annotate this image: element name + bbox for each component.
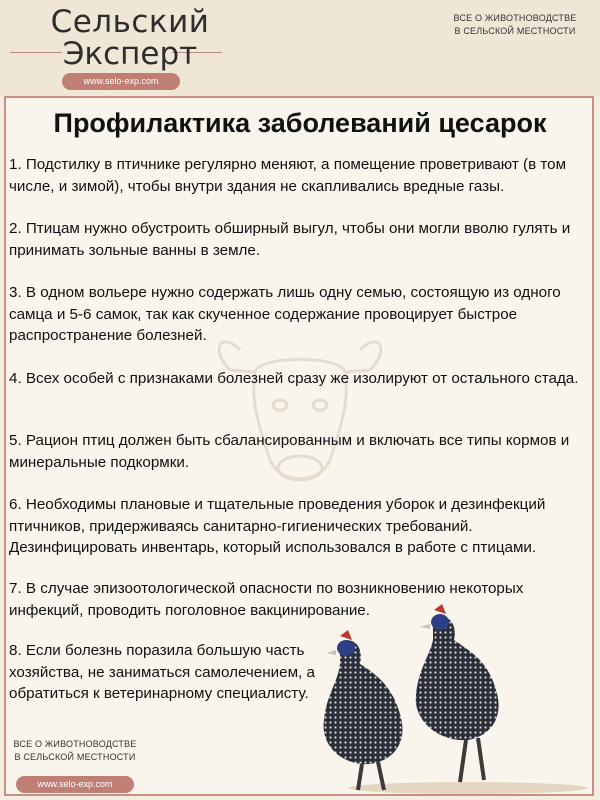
logo-text-line1: Сельский [50,4,210,40]
guinea-fowl-illustration-icon [318,600,600,796]
tip-item-1: 1. Подстилку в птичнике регулярно меняют, а помещение проветривают (в том числе, и зимой), чтобы внутри здания не скапливались вредные газы. [9,156,567,195]
site-tagline-line1: ВСЕ О ЖИВОТНОВОДСТВЕ [453,13,577,23]
logo-text-line2: Эксперт [62,36,198,72]
tip-item-3: 3. В одном вольере нужно содержать лишь одну семью, состоящую из одного самца и 5-6 самок, так как скученное содержание провоцирует быстрое распространение болезней. [9,284,561,344]
site-url-link[interactable]: www.selo-exp.com [62,73,180,90]
footer-url-link[interactable]: www.selo-exp.com [16,776,134,793]
site-tagline [440,12,590,38]
site-tagline-line2: В СЕЛЬСКОЙ МЕСТНОСТИ [454,26,576,36]
site-header [0,0,600,97]
tip-item-8: 8. Если болезнь поразила большую часть хозяйства, не заниматься самолечением, а обратиться к ветеринарному специалисту. [9,642,315,702]
tip-item-6: 6. Необходимы плановые и тщательные проведения уборок и дезинфекций птичников, придерживаясь санитарно-гигиенических требований. Дезинфицировать инвентарь, который использовался в работе с птицами. [9,496,546,556]
tip-item-4: 4. Всех особей с признаками болезней сразу же изолируют от остального стада. [9,370,579,387]
page-title: Профилактика заболеваний цесарок [53,108,547,138]
tip-item-2: 2. Птицам нужно обустроить обширный выгул, чтобы они могли вволю гулять и принимать зольные ванны в земле. [9,220,571,259]
tip-item-7: 7. В случае эпизоотологической опасности по возникновению некоторых инфекций, проводить поголовное вакцинирование. [9,580,524,619]
footer-tagline [10,738,140,764]
footer-tagline-line2: В СЕЛЬСКОЙ МЕСТНОСТИ [14,752,136,762]
footer-tagline-line1: ВСЕ О ЖИВОТНОВОДСТВЕ [13,739,137,749]
tip-item-5: 5. Рацион птиц должен быть сбалансированным и включать все типы кормов и минеральные подкормки. [9,432,570,471]
